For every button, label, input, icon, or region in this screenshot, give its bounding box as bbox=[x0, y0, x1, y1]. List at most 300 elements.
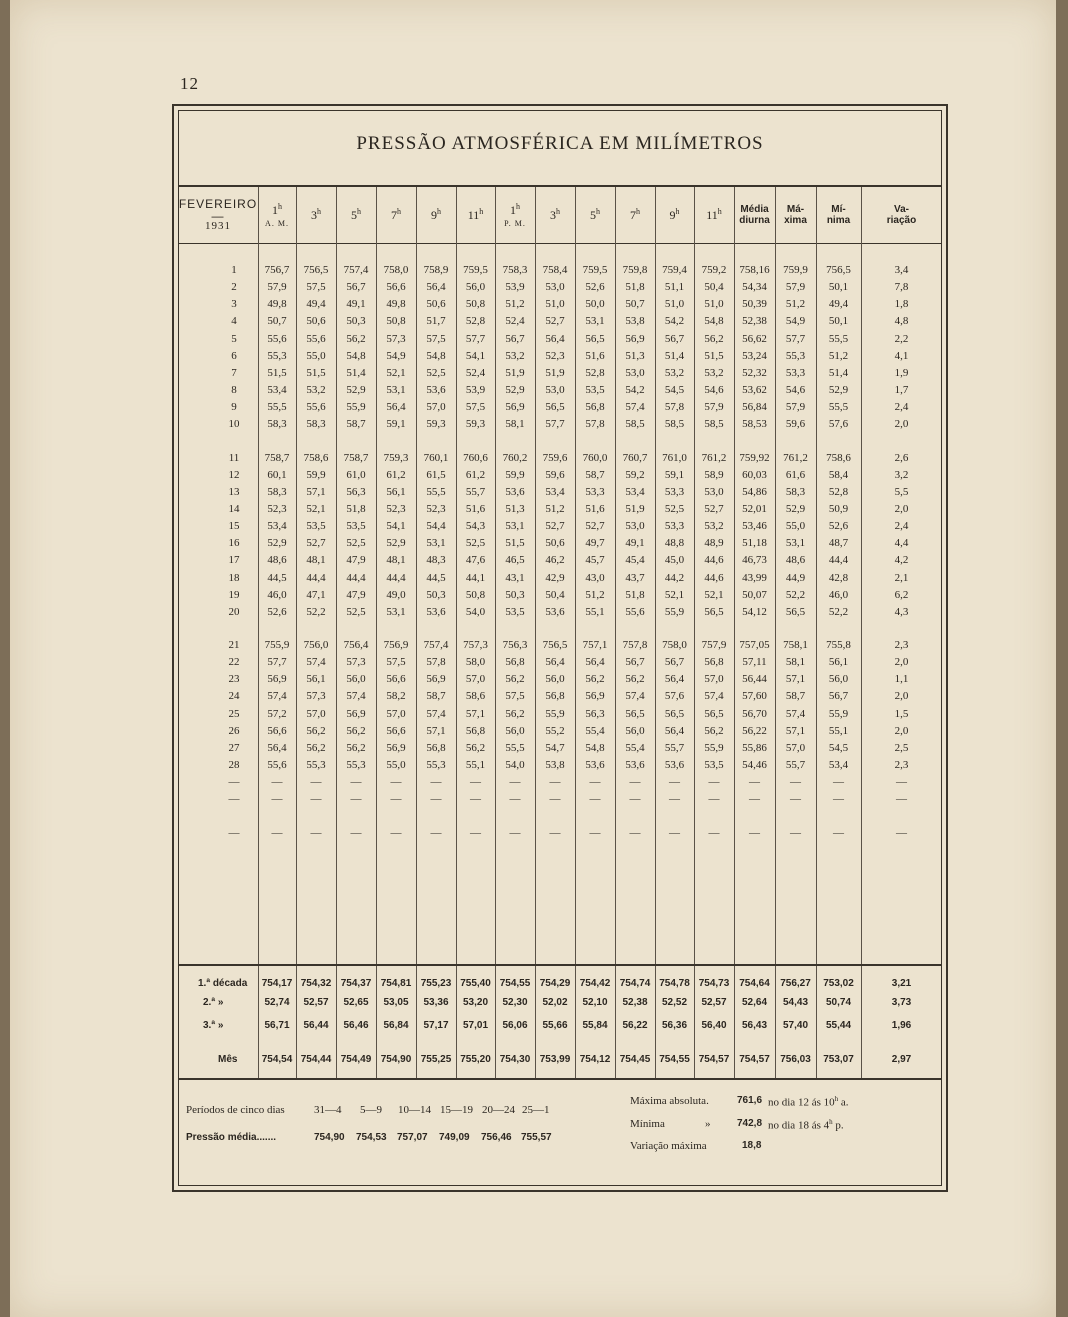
table-cell: — bbox=[509, 776, 521, 789]
table-cell: 54,12 bbox=[742, 605, 767, 618]
table-cell: 57,4 bbox=[306, 656, 326, 669]
table-cell: 56,9 bbox=[346, 707, 366, 720]
hour-number: 7 bbox=[391, 208, 397, 223]
table-cell: 52,7 bbox=[585, 520, 605, 533]
summary-cell: 52,65 bbox=[343, 997, 369, 1008]
table-row bbox=[178, 399, 942, 416]
summary-cell: 754,12 bbox=[579, 1054, 611, 1065]
table-cell: 52,9 bbox=[785, 502, 806, 515]
table-cell: 54,5 bbox=[664, 384, 685, 397]
summary-cell: 756,03 bbox=[780, 1054, 811, 1065]
table-cell: 758,7 bbox=[264, 451, 290, 464]
table-cell: 52,9 bbox=[267, 537, 287, 550]
table-cell: 755,9 bbox=[264, 639, 290, 651]
table-cell: 57,4 bbox=[785, 707, 806, 720]
table-cell: 56,7 bbox=[664, 332, 685, 345]
table-cell: 1,1 bbox=[894, 673, 909, 686]
table-cell: 4,8 bbox=[894, 315, 909, 328]
table-cell: 50,6 bbox=[306, 315, 326, 328]
table-cell: 51,5 bbox=[267, 366, 287, 379]
table-cell: 44,6 bbox=[704, 554, 724, 567]
table-cell: 56,8 bbox=[426, 741, 446, 754]
table-cell: 56,5 bbox=[704, 605, 724, 618]
table-cell: 51,2 bbox=[828, 349, 849, 362]
table-cell: 53,6 bbox=[585, 759, 605, 772]
summary-cell: 3,73 bbox=[891, 997, 912, 1008]
table-cell: — bbox=[430, 776, 442, 789]
hour-number: 3 bbox=[550, 208, 556, 223]
table-cell: 55,4 bbox=[585, 724, 605, 737]
page-number: 12 bbox=[180, 74, 199, 93]
table-cell: 53,6 bbox=[505, 485, 525, 498]
min-value: 742,8 bbox=[737, 1118, 763, 1129]
table-cell: 6,2 bbox=[894, 588, 909, 601]
table-cell: 56,8 bbox=[585, 401, 605, 414]
table-cell: 2,2 bbox=[894, 332, 909, 345]
table-cell: 44,5 bbox=[267, 571, 287, 584]
table-cell: 57,1 bbox=[426, 724, 446, 737]
table-cell: 51,2 bbox=[785, 298, 806, 311]
table-cell: 54,9 bbox=[785, 315, 806, 328]
table-cell: 48,1 bbox=[306, 554, 326, 567]
day-label: 2 bbox=[231, 281, 237, 294]
table-row bbox=[178, 450, 942, 467]
table-cell: 2,6 bbox=[894, 451, 909, 464]
table-cell: 59,6 bbox=[545, 468, 565, 481]
table-cell: 57,0 bbox=[306, 707, 326, 720]
table-cell: 46,5 bbox=[505, 554, 525, 567]
table-row bbox=[178, 825, 942, 842]
table-cell: 53,4 bbox=[267, 384, 287, 397]
header-hour-6 bbox=[456, 187, 495, 243]
table-cell: 56,0 bbox=[505, 724, 525, 737]
table-cell: 49,1 bbox=[346, 298, 366, 311]
hour-suffix: h bbox=[556, 207, 560, 217]
table-cell: 51,0 bbox=[545, 298, 565, 311]
table-row bbox=[178, 467, 942, 484]
table-cell: 56,84 bbox=[742, 401, 767, 414]
hour-period: A. M. bbox=[265, 218, 289, 228]
table-cell: 55,7 bbox=[465, 485, 486, 498]
table-cell: 52,2 bbox=[306, 605, 326, 618]
table-cell: 44,1 bbox=[465, 571, 486, 584]
table-cell: 52,5 bbox=[346, 605, 366, 618]
table-cell: — bbox=[589, 793, 601, 806]
header-hour-1 bbox=[258, 187, 296, 243]
summary-cell: 754,90 bbox=[380, 1054, 412, 1065]
table-cell: 760,6 bbox=[463, 451, 488, 464]
table-cell: 58,5 bbox=[625, 418, 645, 431]
table-cell: 757,05 bbox=[739, 639, 770, 651]
table-cell: 2,3 bbox=[894, 639, 909, 651]
table-cell: 56,2 bbox=[306, 741, 326, 754]
summary-cell: 754,81 bbox=[380, 978, 412, 989]
day-label: 4 bbox=[231, 315, 237, 328]
table-cell: 60,1 bbox=[267, 468, 287, 481]
summary-cell: 753,99 bbox=[539, 1054, 571, 1065]
table-cell: — bbox=[509, 826, 521, 839]
table-cell: 53,1 bbox=[426, 537, 446, 550]
table-cell: 53,4 bbox=[625, 485, 645, 498]
table-cell: 55,5 bbox=[505, 741, 525, 754]
table-cell: 54,8 bbox=[426, 349, 446, 362]
table-cell: 55,1 bbox=[828, 724, 849, 737]
hour-number: 9 bbox=[431, 208, 437, 223]
table-cell: 53,4 bbox=[267, 520, 287, 533]
day-label: — bbox=[228, 826, 240, 839]
table-cell: 60,03 bbox=[742, 468, 767, 481]
table-cell: 54,6 bbox=[785, 384, 806, 397]
summary-cell: 1,96 bbox=[891, 1020, 912, 1031]
header-hour-12 bbox=[694, 187, 734, 243]
table-cell: 55,3 bbox=[785, 349, 806, 362]
table-cell: 761,2 bbox=[701, 451, 727, 464]
var-label: Variação máxima bbox=[630, 1140, 707, 1152]
table-cell: 45,4 bbox=[625, 554, 645, 567]
hour-suffix: h bbox=[317, 207, 321, 217]
summary-label: Mês bbox=[218, 1054, 238, 1065]
table-cell: 52,38 bbox=[742, 315, 767, 328]
table-row bbox=[178, 688, 942, 705]
table-cell: 56,2 bbox=[625, 673, 645, 686]
table-cell: 50,7 bbox=[267, 315, 287, 328]
table-cell: 52,32 bbox=[742, 366, 767, 379]
table-cell: 55,0 bbox=[785, 520, 806, 533]
table-cell: 56,2 bbox=[306, 724, 326, 737]
table-cell: 51,0 bbox=[664, 298, 685, 311]
hour-suffix: h bbox=[717, 207, 722, 217]
table-cell: — bbox=[350, 793, 362, 806]
summary-cell: 56,36 bbox=[661, 1020, 688, 1031]
table-cell: 43,7 bbox=[625, 571, 645, 584]
table-cell: 58,7 bbox=[426, 690, 446, 703]
table-cell: — bbox=[749, 776, 760, 789]
footer-divider bbox=[178, 1078, 942, 1080]
table-cell: 52,9 bbox=[505, 384, 525, 397]
table-cell: 57,4 bbox=[625, 401, 645, 414]
table-cell: 756,9 bbox=[383, 639, 409, 651]
table-cell: 59,6 bbox=[785, 418, 806, 431]
table-cell: 52,2 bbox=[828, 605, 849, 618]
table-cell: 51,5 bbox=[505, 537, 525, 550]
table-cell: 50,1 bbox=[828, 281, 849, 294]
summary-cell: 755,25 bbox=[420, 1054, 452, 1065]
table-cell: 57,6 bbox=[828, 418, 849, 431]
table-cell: 61,2 bbox=[465, 468, 486, 481]
table-cell: 52,8 bbox=[585, 366, 605, 379]
table-cell: 56,7 bbox=[828, 690, 849, 703]
table-cell: 57,5 bbox=[386, 656, 406, 669]
header-hour-9 bbox=[575, 187, 615, 243]
table-cell: 53,0 bbox=[625, 366, 645, 379]
table-cell: 57,1 bbox=[785, 724, 806, 737]
table-cell: 51,8 bbox=[625, 281, 645, 294]
table-cell: 57,8 bbox=[585, 418, 605, 431]
table-cell: 48,6 bbox=[267, 554, 287, 567]
table-cell: 44,4 bbox=[306, 571, 326, 584]
table-cell: 58,7 bbox=[346, 418, 366, 431]
table-cell: 46,73 bbox=[742, 554, 767, 567]
table-cell: 56,4 bbox=[585, 656, 605, 669]
table-cell: — bbox=[549, 826, 561, 839]
table-cell: 54,2 bbox=[625, 384, 645, 397]
table-cell: 755,8 bbox=[826, 639, 851, 651]
summary-cell: 57,01 bbox=[462, 1020, 489, 1031]
summary-cell: 754,32 bbox=[300, 978, 332, 989]
table-cell: — bbox=[708, 776, 720, 789]
header-hour-4 bbox=[376, 187, 416, 243]
hour-suffix: h bbox=[397, 207, 401, 217]
summary-label: 2.ª » bbox=[203, 997, 224, 1008]
table-cell: 58,9 bbox=[704, 468, 724, 481]
table-cell: 58,3 bbox=[306, 418, 326, 431]
table-cell: 51,8 bbox=[625, 588, 645, 601]
table-cell: 54,8 bbox=[346, 349, 366, 362]
table-cell: 53,8 bbox=[625, 315, 645, 328]
table-cell: 49,4 bbox=[828, 298, 849, 311]
table-row bbox=[178, 279, 942, 296]
table-cell: 44,4 bbox=[346, 571, 366, 584]
summary-cell: 57,17 bbox=[423, 1020, 449, 1031]
table-cell: 3,2 bbox=[894, 468, 909, 481]
table-cell: 48,3 bbox=[426, 554, 446, 567]
table-cell: 51,4 bbox=[664, 349, 685, 362]
day-label: 28 bbox=[228, 759, 240, 772]
table-cell: 7,8 bbox=[894, 281, 909, 294]
table-cell: 758,6 bbox=[826, 451, 851, 464]
table-cell: — bbox=[310, 776, 322, 789]
table-cell: 52,3 bbox=[426, 502, 446, 515]
table-row bbox=[178, 774, 942, 791]
summary-cell: 52,74 bbox=[264, 997, 290, 1008]
table-cell: 52,7 bbox=[306, 537, 326, 550]
table-cell: 53,8 bbox=[545, 759, 565, 772]
summary-cell: 754,74 bbox=[619, 978, 651, 989]
table-cell: — bbox=[271, 793, 283, 806]
table-cell: 57,8 bbox=[426, 656, 446, 669]
table-cell: 758,7 bbox=[343, 451, 369, 464]
period-pressure: 756,46 bbox=[481, 1132, 512, 1143]
table-cell: 758,6 bbox=[303, 451, 329, 464]
table-cell: 58,0 bbox=[465, 656, 486, 669]
summary-cell: 754,44 bbox=[300, 1054, 332, 1065]
table-cell: 56,8 bbox=[465, 724, 486, 737]
table-cell: 56,9 bbox=[426, 673, 446, 686]
table-cell: — bbox=[310, 826, 322, 839]
table-cell: 53,2 bbox=[704, 366, 724, 379]
table-cell: — bbox=[310, 793, 322, 806]
table-cell: 53,2 bbox=[664, 366, 685, 379]
table-cell: — bbox=[790, 776, 801, 789]
summary-cell: 754,55 bbox=[499, 978, 531, 989]
table-cell: 46,0 bbox=[828, 588, 849, 601]
table-cell: — bbox=[629, 776, 641, 789]
table-cell: 51,8 bbox=[346, 502, 366, 515]
summary-cell: 52,10 bbox=[582, 997, 608, 1008]
table-cell: 54,4 bbox=[426, 520, 446, 533]
table-cell: 54,1 bbox=[386, 520, 406, 533]
table-cell: 58,3 bbox=[785, 485, 806, 498]
summary-cell: 754,17 bbox=[261, 978, 293, 989]
table-cell: 56,5 bbox=[704, 707, 724, 720]
table-cell: 49,1 bbox=[625, 537, 645, 550]
table-cell: 49,8 bbox=[267, 298, 287, 311]
table-cell: 56,0 bbox=[625, 724, 645, 737]
table-cell: 51,2 bbox=[585, 588, 605, 601]
table-cell: 56,8 bbox=[545, 690, 565, 703]
table-cell: 757,9 bbox=[701, 639, 727, 651]
table-cell: 54,9 bbox=[386, 349, 406, 362]
summary-cell: 52,38 bbox=[622, 997, 648, 1008]
table-cell: 50,8 bbox=[465, 298, 486, 311]
table-cell: 55,1 bbox=[465, 759, 486, 772]
table-cell: 58,7 bbox=[785, 690, 806, 703]
summary-row bbox=[178, 1017, 942, 1034]
table-cell: 759,4 bbox=[662, 264, 687, 276]
table-cell: 52,01 bbox=[742, 502, 767, 515]
table-cell: 56,6 bbox=[386, 724, 406, 737]
header-hour-3 bbox=[336, 187, 376, 243]
table-cell: 52,3 bbox=[386, 502, 406, 515]
table-cell: — bbox=[629, 793, 641, 806]
table-cell: 758,0 bbox=[662, 639, 687, 651]
summary-cell: 755,40 bbox=[460, 978, 491, 989]
table-cell: 44,9 bbox=[785, 571, 806, 584]
period-pressure: 749,09 bbox=[439, 1132, 470, 1143]
table-cell: 57,60 bbox=[742, 690, 767, 703]
table-cell: 57,9 bbox=[267, 281, 287, 294]
table-cell: 50,9 bbox=[828, 502, 849, 515]
table-cell: 58,3 bbox=[267, 485, 287, 498]
table-cell: 50,39 bbox=[742, 298, 767, 311]
table-cell: 756,5 bbox=[826, 264, 851, 276]
summary-cell: 55,44 bbox=[825, 1020, 852, 1031]
hour-suffix: h bbox=[437, 207, 441, 217]
month-dash: — bbox=[211, 208, 225, 223]
table-cell: — bbox=[271, 826, 283, 839]
period-range: 20—24 bbox=[482, 1104, 515, 1116]
table-cell: 57,5 bbox=[505, 690, 525, 703]
summary-label: 3.ª » bbox=[203, 1020, 224, 1031]
table-cell: 2,3 bbox=[894, 759, 909, 772]
table-cell: 55,2 bbox=[545, 724, 565, 737]
table-cell: 47,6 bbox=[465, 554, 486, 567]
table-cell: 56,0 bbox=[545, 673, 565, 686]
summary-cell: 754,29 bbox=[539, 978, 571, 989]
table-cell: 53,5 bbox=[306, 520, 326, 533]
header-line: riação bbox=[886, 215, 917, 226]
table-cell: 57,7 bbox=[545, 418, 565, 431]
table-cell: 59,2 bbox=[625, 468, 645, 481]
table-cell: 57,7 bbox=[267, 656, 287, 669]
table-cell: 50,8 bbox=[465, 588, 486, 601]
table-cell: 58,1 bbox=[785, 656, 806, 669]
table-cell: 759,8 bbox=[622, 264, 648, 276]
table-cell: 2,0 bbox=[894, 690, 909, 703]
table-cell: 56,2 bbox=[346, 724, 366, 737]
table-cell: 58,5 bbox=[664, 418, 685, 431]
table-cell: 55,86 bbox=[742, 741, 767, 754]
period-pressure: 754,53 bbox=[356, 1132, 387, 1143]
header-hour-5 bbox=[416, 187, 456, 243]
table-cell: 57,4 bbox=[625, 690, 645, 703]
summary-cell: 754,57 bbox=[698, 1054, 730, 1065]
table-row bbox=[178, 518, 942, 535]
table-cell: — bbox=[470, 793, 481, 806]
table-cell: — bbox=[271, 776, 283, 789]
table-cell: 53,24 bbox=[742, 349, 767, 362]
hour-number: 11 bbox=[706, 208, 718, 223]
table-cell: 56,1 bbox=[828, 656, 849, 669]
table-cell: 46,0 bbox=[267, 588, 287, 601]
table-cell: — bbox=[749, 826, 760, 839]
table-cell: — bbox=[549, 776, 561, 789]
table-row bbox=[178, 348, 942, 365]
table-cell: 57,5 bbox=[426, 332, 446, 345]
summary-cell: 55,84 bbox=[582, 1020, 608, 1031]
table-cell: 54,8 bbox=[585, 741, 605, 754]
table-cell: 53,62 bbox=[742, 384, 767, 397]
table-cell: — bbox=[390, 826, 402, 839]
table-cell: 756,7 bbox=[264, 264, 290, 276]
table-cell: 50,4 bbox=[704, 281, 724, 294]
table-row bbox=[178, 331, 942, 348]
table-cell: 51,0 bbox=[704, 298, 724, 311]
table-cell: 56,9 bbox=[585, 690, 605, 703]
table-cell: 53,6 bbox=[664, 759, 685, 772]
table-cell: 760,2 bbox=[502, 451, 528, 464]
table-cell: 55,6 bbox=[306, 401, 326, 414]
hour-number: 1 bbox=[510, 203, 516, 217]
hour-number: 5 bbox=[590, 208, 596, 223]
table-cell: 51,9 bbox=[625, 502, 645, 515]
table-cell: 49,8 bbox=[386, 298, 406, 311]
table-cell: 759,3 bbox=[383, 451, 409, 464]
max-abs-when: no dia 12 ás 10$^h$ a. bbox=[768, 1095, 849, 1109]
summary-cell: 754,30 bbox=[499, 1054, 531, 1065]
table-cell: 57,9 bbox=[785, 401, 806, 414]
table-cell: — bbox=[470, 776, 481, 789]
table-cell: 44,5 bbox=[426, 571, 446, 584]
min-ditto: » bbox=[705, 1118, 711, 1130]
table-cell: 57,0 bbox=[785, 741, 806, 754]
day-label: 23 bbox=[228, 673, 240, 686]
summary-cell: 753,02 bbox=[823, 978, 854, 989]
table-cell: 1,5 bbox=[894, 707, 909, 720]
table-row bbox=[178, 706, 942, 723]
table-row bbox=[178, 535, 942, 552]
table-cell: 52,2 bbox=[785, 588, 806, 601]
summary-cell: 3,21 bbox=[891, 978, 912, 989]
table-cell: 55,6 bbox=[306, 332, 326, 345]
hour-number: 11 bbox=[467, 208, 480, 223]
table-row bbox=[178, 604, 942, 621]
table-cell: 53,5 bbox=[346, 520, 366, 533]
table-cell: 56,0 bbox=[346, 673, 366, 686]
table-cell: 56,8 bbox=[704, 656, 724, 669]
table-cell: 56,5 bbox=[545, 401, 565, 414]
table-cell: 57,7 bbox=[465, 332, 486, 345]
table-cell: 51,6 bbox=[465, 502, 486, 515]
day-label: 5 bbox=[231, 332, 237, 345]
table-cell: 58,6 bbox=[465, 690, 486, 703]
day-label: 20 bbox=[228, 605, 240, 618]
table-cell: 57,4 bbox=[426, 707, 446, 720]
table-cell: 759,92 bbox=[739, 451, 770, 464]
table-cell: 53,6 bbox=[426, 384, 446, 397]
summary-cell: 754,78 bbox=[659, 978, 690, 989]
table-cell: 3,4 bbox=[894, 264, 909, 276]
